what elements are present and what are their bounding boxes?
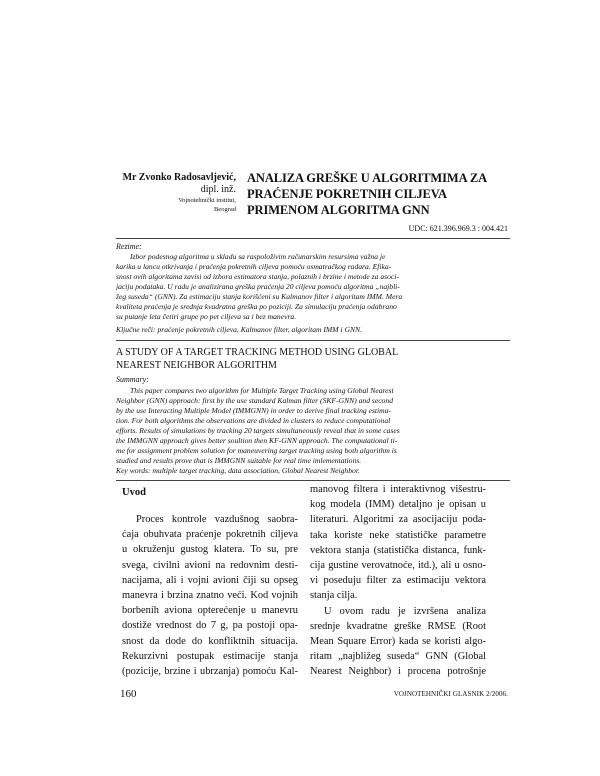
rezime-keywords: Ključne reči: praćenje pokretnih ciljeva, Kalmanov filter, algoritam IMM i GNN. [116,325,362,334]
body-line: Rekurzivni postupak estimacije stanja [122,650,298,662]
title-line: ANALIZA GREŠKE U ALGORITMIMA ZA [247,171,487,185]
body-right-column [310,482,486,680]
author-name: Mr Zvonko Radosavljević, [122,172,236,183]
body-line: U ovom radu je izvršena analiza [324,605,486,617]
divider-bottom [116,480,510,481]
abstract-line: Izbor podesnog algoritma u skladu sa raspoloživim računarskim resursima važna je [130,252,386,261]
author-degree: dipl. inž. [200,184,236,195]
body-line: ritam „najbližeg suseda“ GNN (Global [310,651,486,663]
page-number: 160 [120,688,137,700]
summary-line: the IMMGNN approach gives better soultion then KF-GNN approach. The computational ti- [116,436,398,445]
summary-text [116,386,510,466]
body-line: literaturi. Algoritmi za asocijaciju poda- [310,514,486,526]
body-line: srednje kvadratne greške RMSE (Root [310,620,486,632]
summary-line: me for assignment problem solution for maneuvering target tracking using both algorithm is [116,446,397,455]
institution-line: Vojnotehnički institut, [178,197,236,204]
summary-label: Summary: [116,375,149,384]
body-line: vi poseduju filter za estimaciju vektora [310,575,486,587]
summary-line: efforts. Results of simulations by tracking 20 targets simultaneously reveal that in some cases [116,426,400,435]
author-institution [96,196,236,214]
body-line: svega, civilni avioni na redovnim desti- [122,559,298,571]
abstract-line: karika u lancu otkrivanja i praćenja pokretnih ciljeva pomoću osmatračkog radara. Efika- [116,262,392,271]
body-line: manovog filtera i interaktivnog višestru- [310,484,486,495]
body-line: borbenih aviona opterećenje u manevru [122,605,298,617]
body-line: Proces kontrole vazdušnog saobra- [136,514,298,525]
body-line: (pozicije, brzine i ubrzanja) pomoću Kal- [122,666,298,678]
abstract-line: kvaliteta praćenja je srednja kvadratna greška po poziciji. Za simulaciju praćenja odabrano [116,302,397,311]
body-line: snost da dode do konfliktnih situacija. [122,635,298,647]
body-line: kog modela (IMM) detaljno je opisan u [310,499,486,511]
abstract-line: jaciju podataka. U radu je analizirana greška praćenja 20 ciljeva pomoću algoritma „najbli- [116,282,400,291]
summary-line: Neighbor (GNN) approach: first by the use standard Kalman filter (SKF-GNN) and second [116,396,394,405]
body-left-column [122,512,298,679]
rezime-text [116,252,510,322]
title-line: PRAĆENJE POKRETNIH CILJEVA [247,187,447,201]
summary-line: This paper compares two algorithm for Multiple Target Tracking using Global Nearest [130,386,394,395]
english-title-line: NEAREST NEIGHBOR ALGORITHM [116,359,277,371]
title-line: PRIMENOM ALGORITMA GNN [247,203,430,217]
summary-keywords: Key words: multiple target tracking, data association, Global Nearest Neighbor. [116,466,360,475]
rezime-label: Rezime: [116,242,142,251]
abstract-line: žeg suseda“ (GNN). Za estimaciju stanja korišćeni su Kalmanov filter i algoritam IMM. Mera [116,292,403,301]
paper-title [247,170,507,218]
divider-middle [116,340,510,341]
divider-top [116,238,510,239]
english-title-line: A STUDY OF A TARGET TRACKING METHOD USING GLOBAL [116,347,399,358]
english-title [116,347,510,372]
body-line: taka koriste neke statističke parametre [310,529,486,541]
body-line: nacijama, ali i vojni avioni čiji su opseg [122,574,298,586]
summary-line: tion. For both algorithms the observations are divided in clusters to reduce computational [116,416,391,425]
body-line: u okruženju gustog klatera. To su, pre [122,544,298,556]
udc-code: UDC: 621.396.969.3 : 004.421 [408,224,508,233]
body-line: cija gustine verovatnoće, itd.), ali u osno- [310,560,486,572]
body-line: Nearest Neighbor) i procena potrošnje [310,666,486,678]
body-line: ćaja obuhvata praćenje pokretnih ciljeva [122,529,298,541]
section-heading: Uvod [122,487,146,498]
body-line: vektora stanja (statistička distanca, funk- [310,544,486,556]
abstract-line: su putanje leta četiri grupe po pet ciljeva sa i bez manevra. [116,312,297,321]
institution-city: Beograd [213,206,236,213]
body-line: dostiže vrednost do 7 g, pa postoji opa- [122,620,298,632]
journal-name: VOJNOTEHNIČKI GLASNIK 2/2006. [393,690,508,698]
body-line: manevra i brzina znatno veći. Kod vojnih [122,590,298,602]
summary-line: studied and results prove that is IMMGNN suitable for real time imlementations. [116,456,362,465]
body-line: stanja cilja. [310,590,358,602]
summary-line: by the use Interacting Multiple Model (IMMGNN) in order to derive final tracking estima- [116,406,391,415]
body-line: Mean Square Error) kada se koristi algo- [310,636,486,648]
abstract-line: snost ovih algoritama zavisi od izbora estimatora stanja, polaznih i brzine i metode za asoci- [116,272,399,281]
